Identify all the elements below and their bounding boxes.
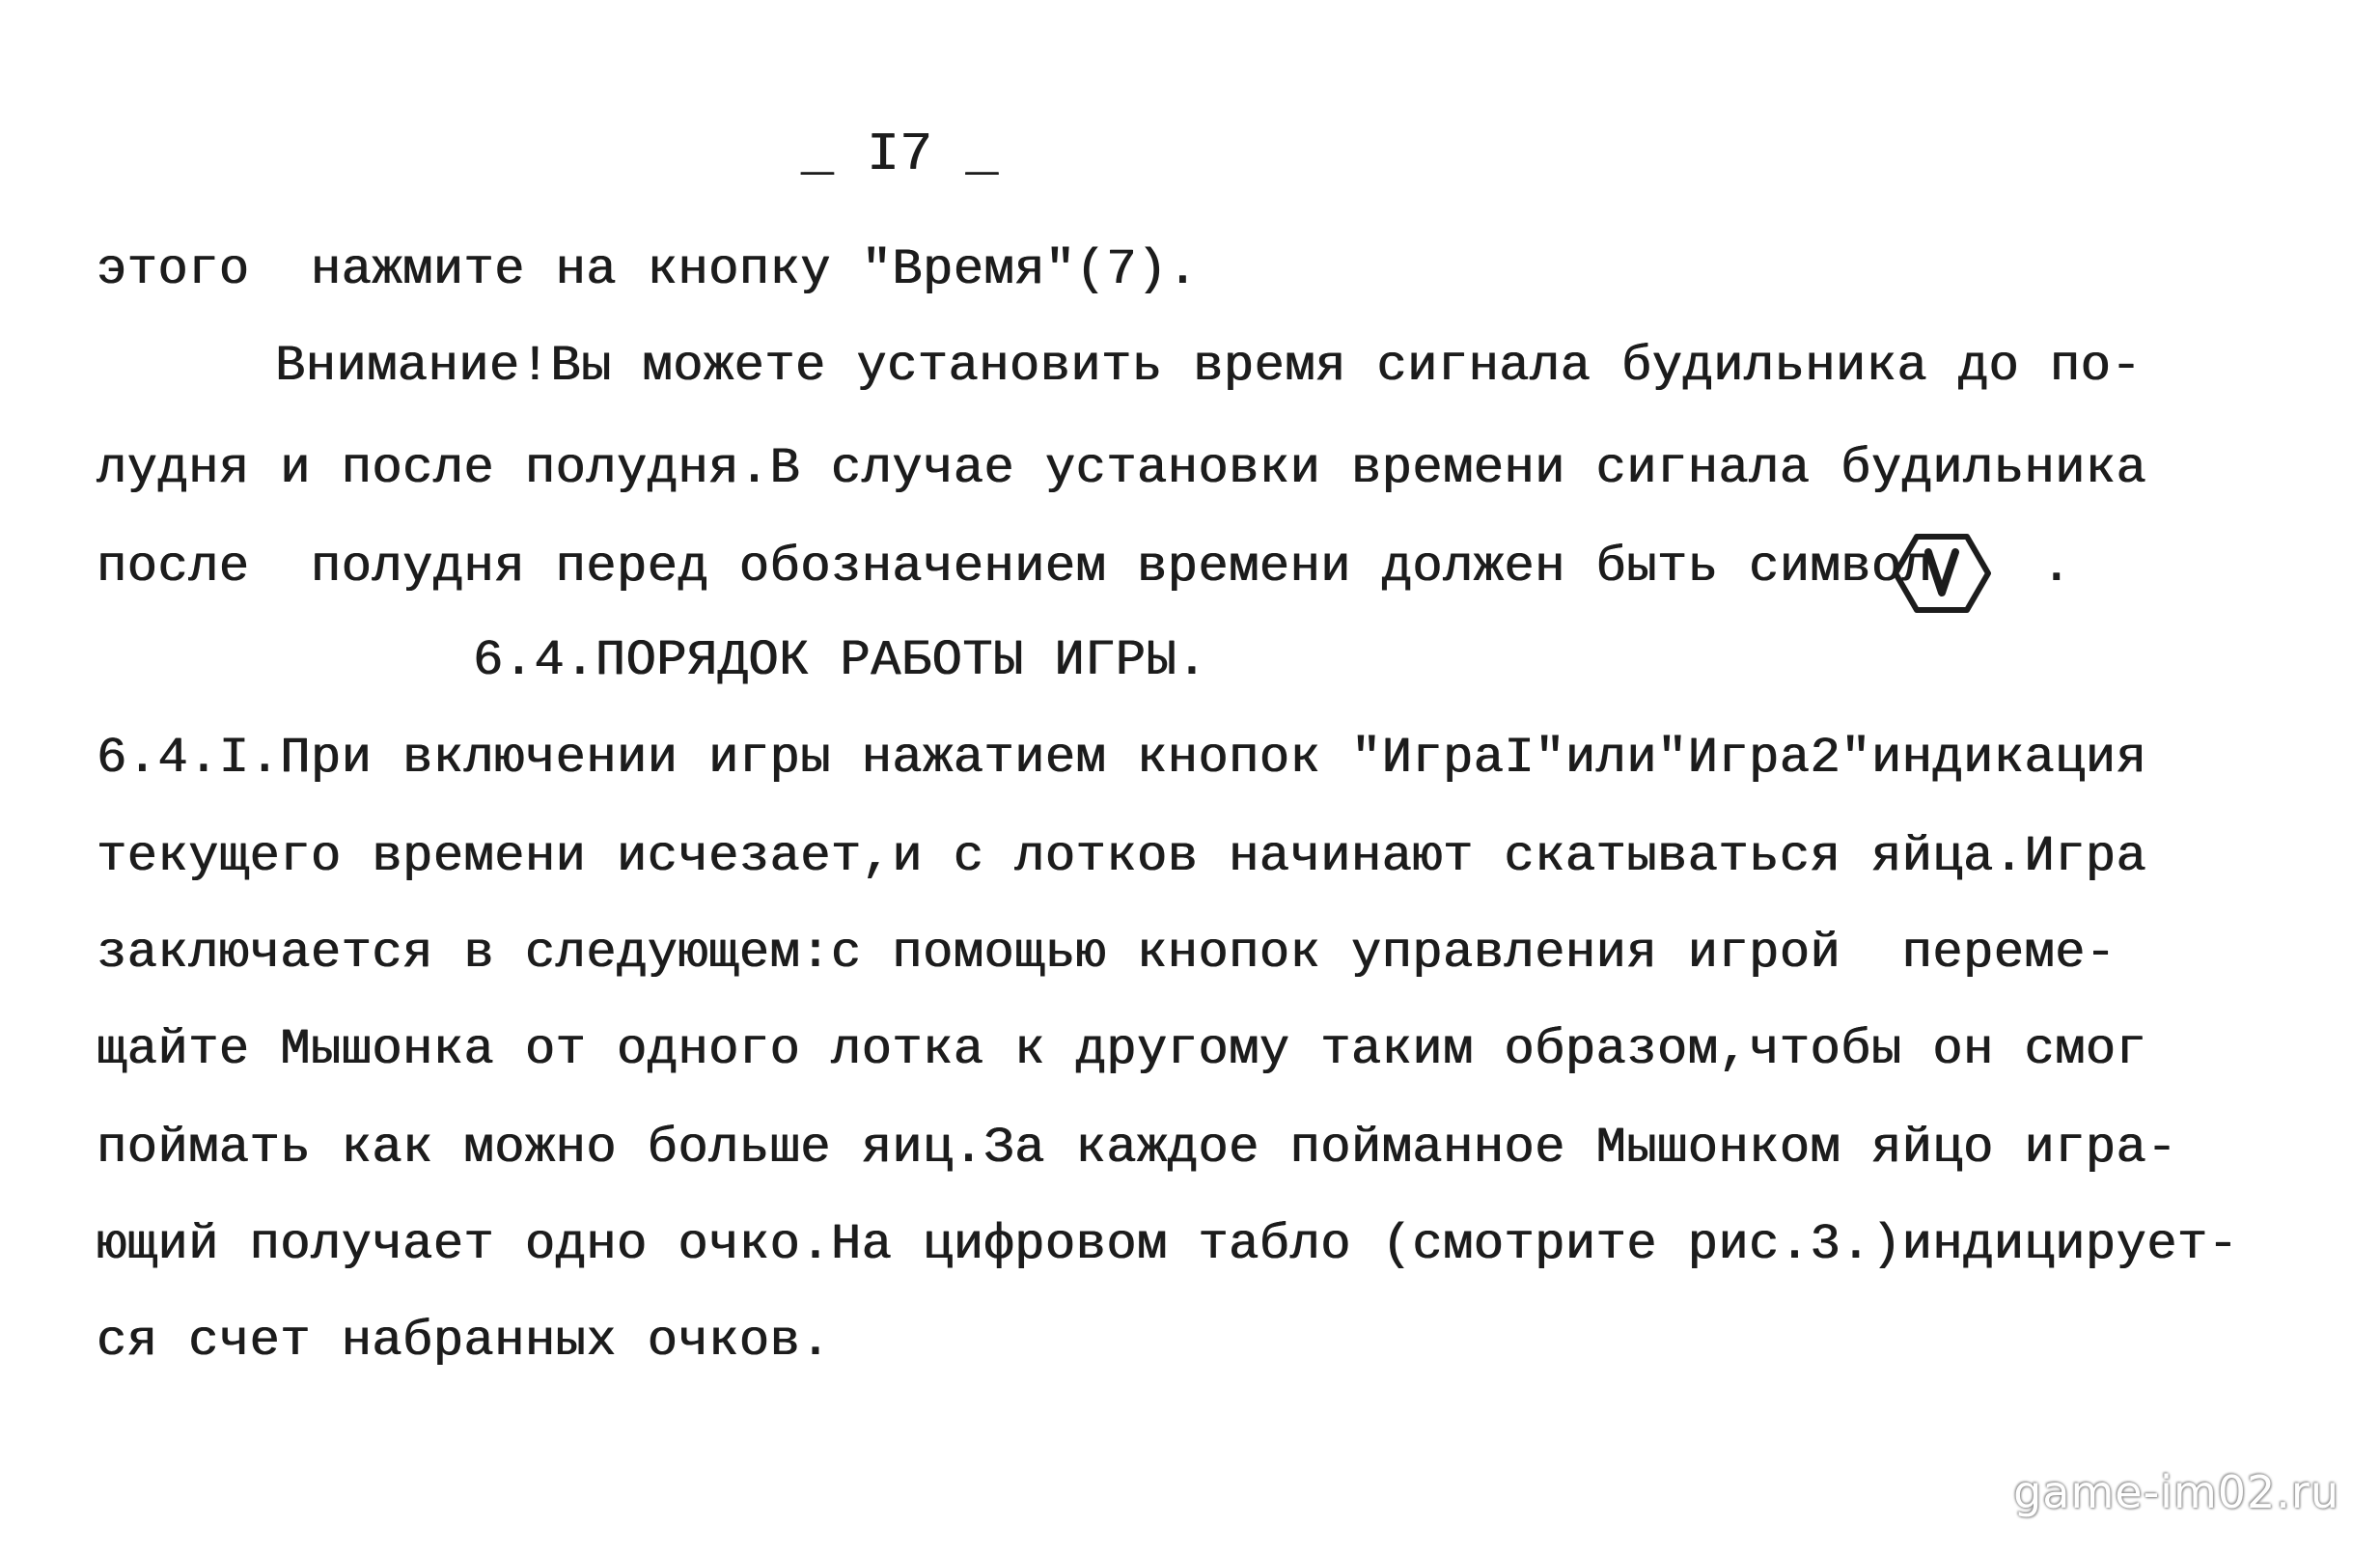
text-line-10: поймать как можно больше яиц.За каждое пойманное Мышонком яйцо игра- [97, 1120, 2177, 1177]
text-line-1: этого нажмите на кнопку "Время"(7). [97, 241, 1199, 298]
text-line-12: ся счет набранных очков. [97, 1313, 831, 1370]
pm-indicator-icon [1892, 533, 1992, 614]
text-line-11: ющий получает одно очко.На цифровом табло (смотрите рис.3.)индицирует- [97, 1216, 2239, 1273]
section-heading: 6.4.ПОРЯДОК РАБОТЫ ИГРЫ. [473, 632, 1207, 689]
text-line-3: лудня и после полудня.В случае установки времени сигнала будильника [97, 440, 2147, 497]
text-line-2: Внимание!Вы можете установить время сигнала будильника до по- [275, 338, 2143, 395]
text-line-7: текущего времени исчезает,и с лотков начинают скатываться яйца.Игра [97, 828, 2147, 885]
sentence-period: . [2041, 539, 2072, 596]
text-line-8: заключается в следующем:с помощью кнопок управления игрой переме- [97, 925, 2117, 982]
text-line-6: 6.4.I.При включении игры нажатием кнопок "ИграI"или"Игра2"индикация [97, 730, 2147, 787]
text-line-4: после полудня перед обозначением времени должен быть символ [97, 539, 1933, 596]
text-line-9: щайте Мышонка от одного лотка к другому таким образом,чтобы он смог [97, 1021, 2147, 1078]
watermark: game-im02.ru [2013, 1466, 2339, 1518]
page-number: _ I7 _ [801, 124, 999, 185]
